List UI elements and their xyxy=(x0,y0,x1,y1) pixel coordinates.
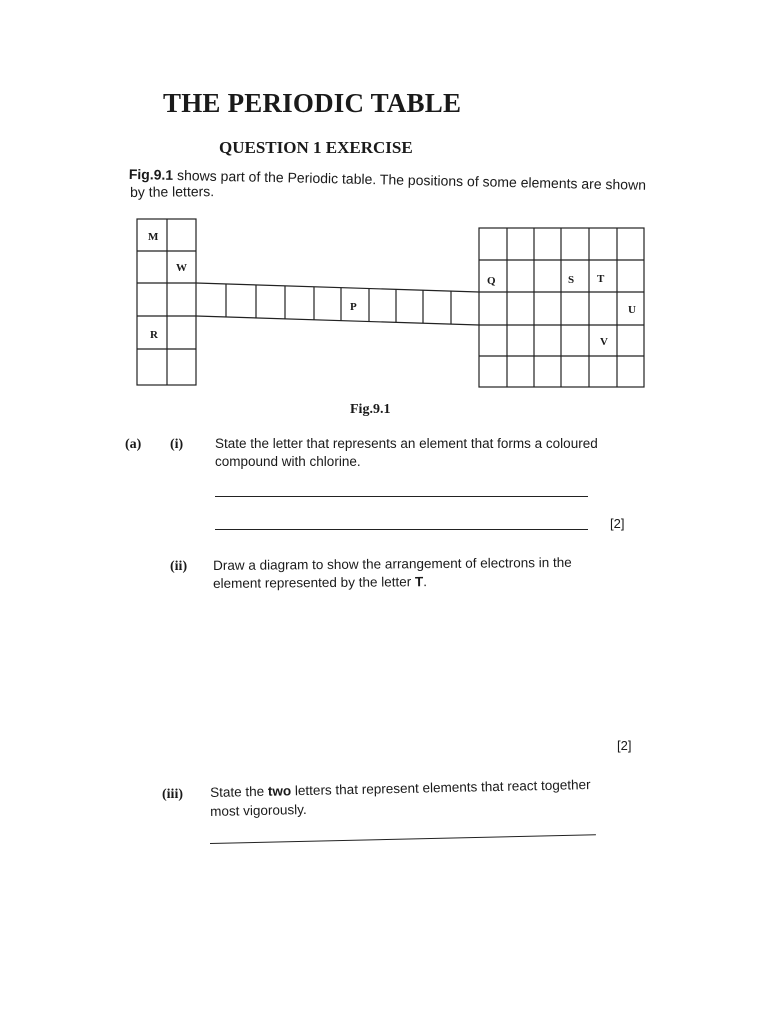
intro-line-2: by the letters. xyxy=(130,183,215,200)
marks-ii: [2] xyxy=(617,738,632,753)
letter-p: P xyxy=(350,301,357,313)
two-emphasis: two xyxy=(267,783,292,799)
answer-line-iii[interactable] xyxy=(210,834,596,844)
marks-i: [2] xyxy=(610,516,625,531)
question-ii-text-2b: . xyxy=(423,574,428,590)
intro-text-1: shows part of the Periodic table. The positions of some elements are shown xyxy=(173,166,647,193)
question-part-a: (a) xyxy=(125,437,142,452)
periodic-table-figure xyxy=(0,0,768,420)
question-iii-text-1a: State the xyxy=(210,783,269,800)
question-i-text-2: compound with chlorine. xyxy=(215,454,361,469)
question-number-i: (i) xyxy=(170,437,184,452)
table-grid xyxy=(137,219,644,387)
letter-r: R xyxy=(150,329,158,341)
question-ii-text-1: Draw a diagram to show the arrangement of electrons in the xyxy=(213,554,572,573)
question-number-iii: (iii) xyxy=(162,787,183,802)
question-iii-text-1b: letters that represent elements that react together xyxy=(291,777,591,799)
answer-line-i-1[interactable] xyxy=(215,496,588,497)
letter-s: S xyxy=(568,274,575,286)
element-letter-t: T xyxy=(414,574,424,590)
question-iii-text-1 xyxy=(210,776,591,802)
answer-line-i-2[interactable] xyxy=(215,529,588,530)
page-title: THE PERIODIC TABLE xyxy=(163,88,462,118)
question-iii-text-2: most vigorously. xyxy=(210,801,307,819)
fig-reference: Fig.9.1 xyxy=(128,166,174,183)
question-ii-text-2 xyxy=(213,573,427,593)
letter-v: V xyxy=(600,336,608,348)
question-ii-text-2a: element represented by the letter xyxy=(213,574,416,591)
letter-m: M xyxy=(148,231,159,243)
question-number-ii: (ii) xyxy=(170,559,188,574)
question-i-text-1: State the letter that represents an element that forms a coloured xyxy=(215,436,598,451)
letter-u: U xyxy=(628,304,636,316)
letter-w: W xyxy=(176,262,187,274)
figure-caption: Fig.9.1 xyxy=(350,402,391,417)
letter-t: T xyxy=(597,273,605,285)
exercise-subtitle: QUESTION 1 EXERCISE xyxy=(219,138,413,157)
letter-q: Q xyxy=(487,275,496,287)
